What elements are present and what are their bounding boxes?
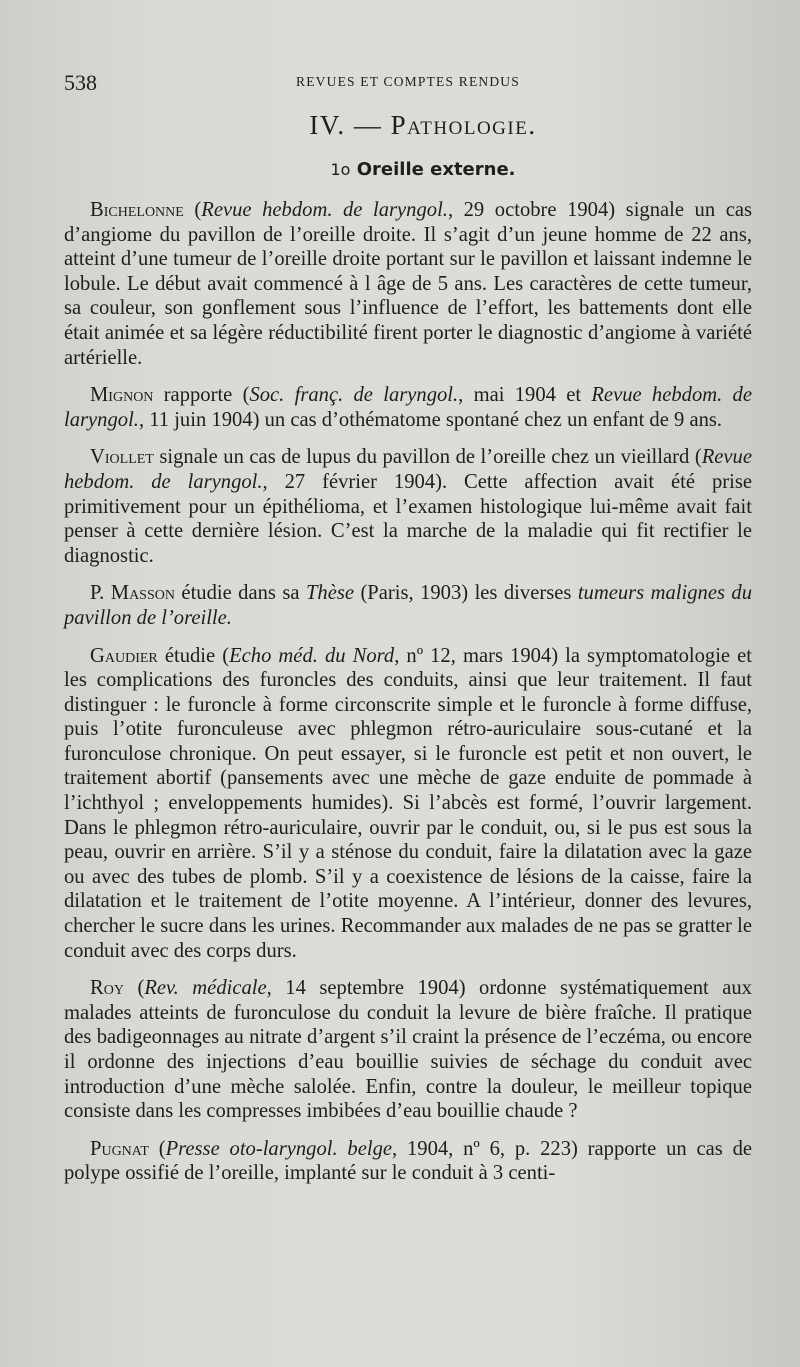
subsection-label: Oreille externe. bbox=[356, 159, 516, 180]
entry-gaudier: Gaudier étudie (Echo méd. du Nord, nº 12, mars 1904) la symptomatologie et les complications des furoncles des conduits, ainsi que leur traitement. Il faut distinguer : le furoncle à forme circonscrite simple et le furoncle à forme diffuse, puis l’otite furonculeuse avec phlegmon rétro-auriculaire sous-cutané et la furonculose chronique. On peut essayer, si le furoncle est petit et non ouvert, le traitement abortif (pansements avec une mèche de gaze enduite de pommade à l’ichthyol ; enveloppements humides). Si l’abcès est formé, l’ouvrir largement. Dans le phlegmon rétro-auriculaire, ouvrir par le conduit, ou, si le pus est sous la peau, ouvrir en arrière. S’il y a sténose du conduit, faire la dilatation avec la gaze ou avec des tubes de plomb. S’il y a coexistence de lésions de la caisse, faire la dilatation et le traitement de l’otite moyenne. A l’intérieur, donner des levures, chercher le sucre dans les urines. Recommander aux malades de ne pas se gratter le conduit avec des corps durs. bbox=[64, 644, 752, 962]
subsection-title bbox=[94, 159, 752, 180]
journal-citation: Revue hebdom. de laryngol. bbox=[64, 446, 752, 493]
author-name: Gaudier bbox=[90, 644, 158, 667]
entry-masson: P. Masson étudie dans sa Thèse (Paris, 1903) les diverses tumeurs malignes du pavillon de l’oreille. bbox=[64, 582, 753, 629]
author-name: Mignon bbox=[90, 384, 154, 407]
page-number: 538 bbox=[64, 70, 97, 95]
entry-mignon: Mignon rapporte (Soc. franç. de laryngol., mai 1904 et Revue hebdom. de laryngol., 11 juin 1904) un cas d’othématome spontané chez un enfant de 9 ans. bbox=[64, 384, 752, 431]
running-head bbox=[64, 64, 752, 100]
journal-citation: Presse oto-laryngol. belge bbox=[165, 1137, 393, 1160]
section-title: IV. — Pathologie. bbox=[309, 110, 537, 140]
author-name: Bichelonne bbox=[90, 199, 184, 221]
journal-citation: Revue hebdom. de laryngol. bbox=[201, 199, 448, 221]
journal-citation: Echo méd. du Nord bbox=[229, 644, 395, 667]
author-name: Viollet bbox=[90, 446, 154, 469]
author-name: P. Masson bbox=[90, 582, 175, 605]
work-title: tumeurs malignes du pavillon de l’oreille. bbox=[64, 582, 753, 629]
journal-citation: Rev. médicale bbox=[144, 977, 267, 1000]
entry-pugnat: Pugnat (Presse oto-laryngol. belge, 1904, nº 6, p. 223) rapporte un cas de polype ossifié de l’oreille, implanté sur le conduit à 3 centi- bbox=[64, 1137, 753, 1185]
journal-citation: Revue hebdom. de laryngol. bbox=[64, 384, 752, 431]
running-title: REVUES ET COMPTES RENDUS bbox=[296, 74, 520, 89]
author-name: Roy bbox=[90, 977, 124, 1000]
entry-viollet: Viollet signale un cas de lupus du pavillon de l’oreille chez un vieillard (Revue hebdom. de laryngol., 27 février 1904). Cette affection avait été prise primitivement pour un épithélioma, et l’examen histologique lui-même avait fait penser à cette dernière lésion. C’est la marche de la maladie qui fit rectifier le diagnostic. bbox=[64, 446, 752, 567]
subsection-ordinal: 1o bbox=[330, 160, 351, 179]
entry-bichelonne: Bichelonne (Revue hebdom. de laryngol., 29 octobre 1904) signale un cas d’angiome du pavillon de l’oreille droite. Il s’agit d’un jeune homme de 22 ans, atteint d’une tumeur de l’oreille droite portant sur le pavillon et laissant indemne le lobule. Le début avait commencé à l âge de 5 ans. Les caractères de cette tumeur, sa couleur, son gonflement sous l’influence de l’effort, les battements dont elle était animée et sa légère réductibilité firent porter le diagnostic d’angiome à variété artérielle. bbox=[64, 199, 752, 369]
author-name: Pugnat bbox=[90, 1137, 149, 1160]
work-title: Thèse bbox=[305, 582, 355, 605]
journal-citation: Soc. franç. de laryngol. bbox=[249, 384, 459, 407]
entry-roy: Roy (Rev. médicale, 14 septembre 1904) ordonne systématiquement aux malades atteints de furonculose du conduit la levure de bière fraîche. Il pratique des badigeonnages au nitrate d’argent s’il craint la présence de l’eczéma, ou encore il ordonne des injections d’eau bouillie suivies de séchage du conduit avec introduction d’une mèche salolée. Enfin, contre la douleur, le meilleur topique consiste dans les compresses imbibées d’eau bouillie chaude ? bbox=[64, 977, 752, 1123]
